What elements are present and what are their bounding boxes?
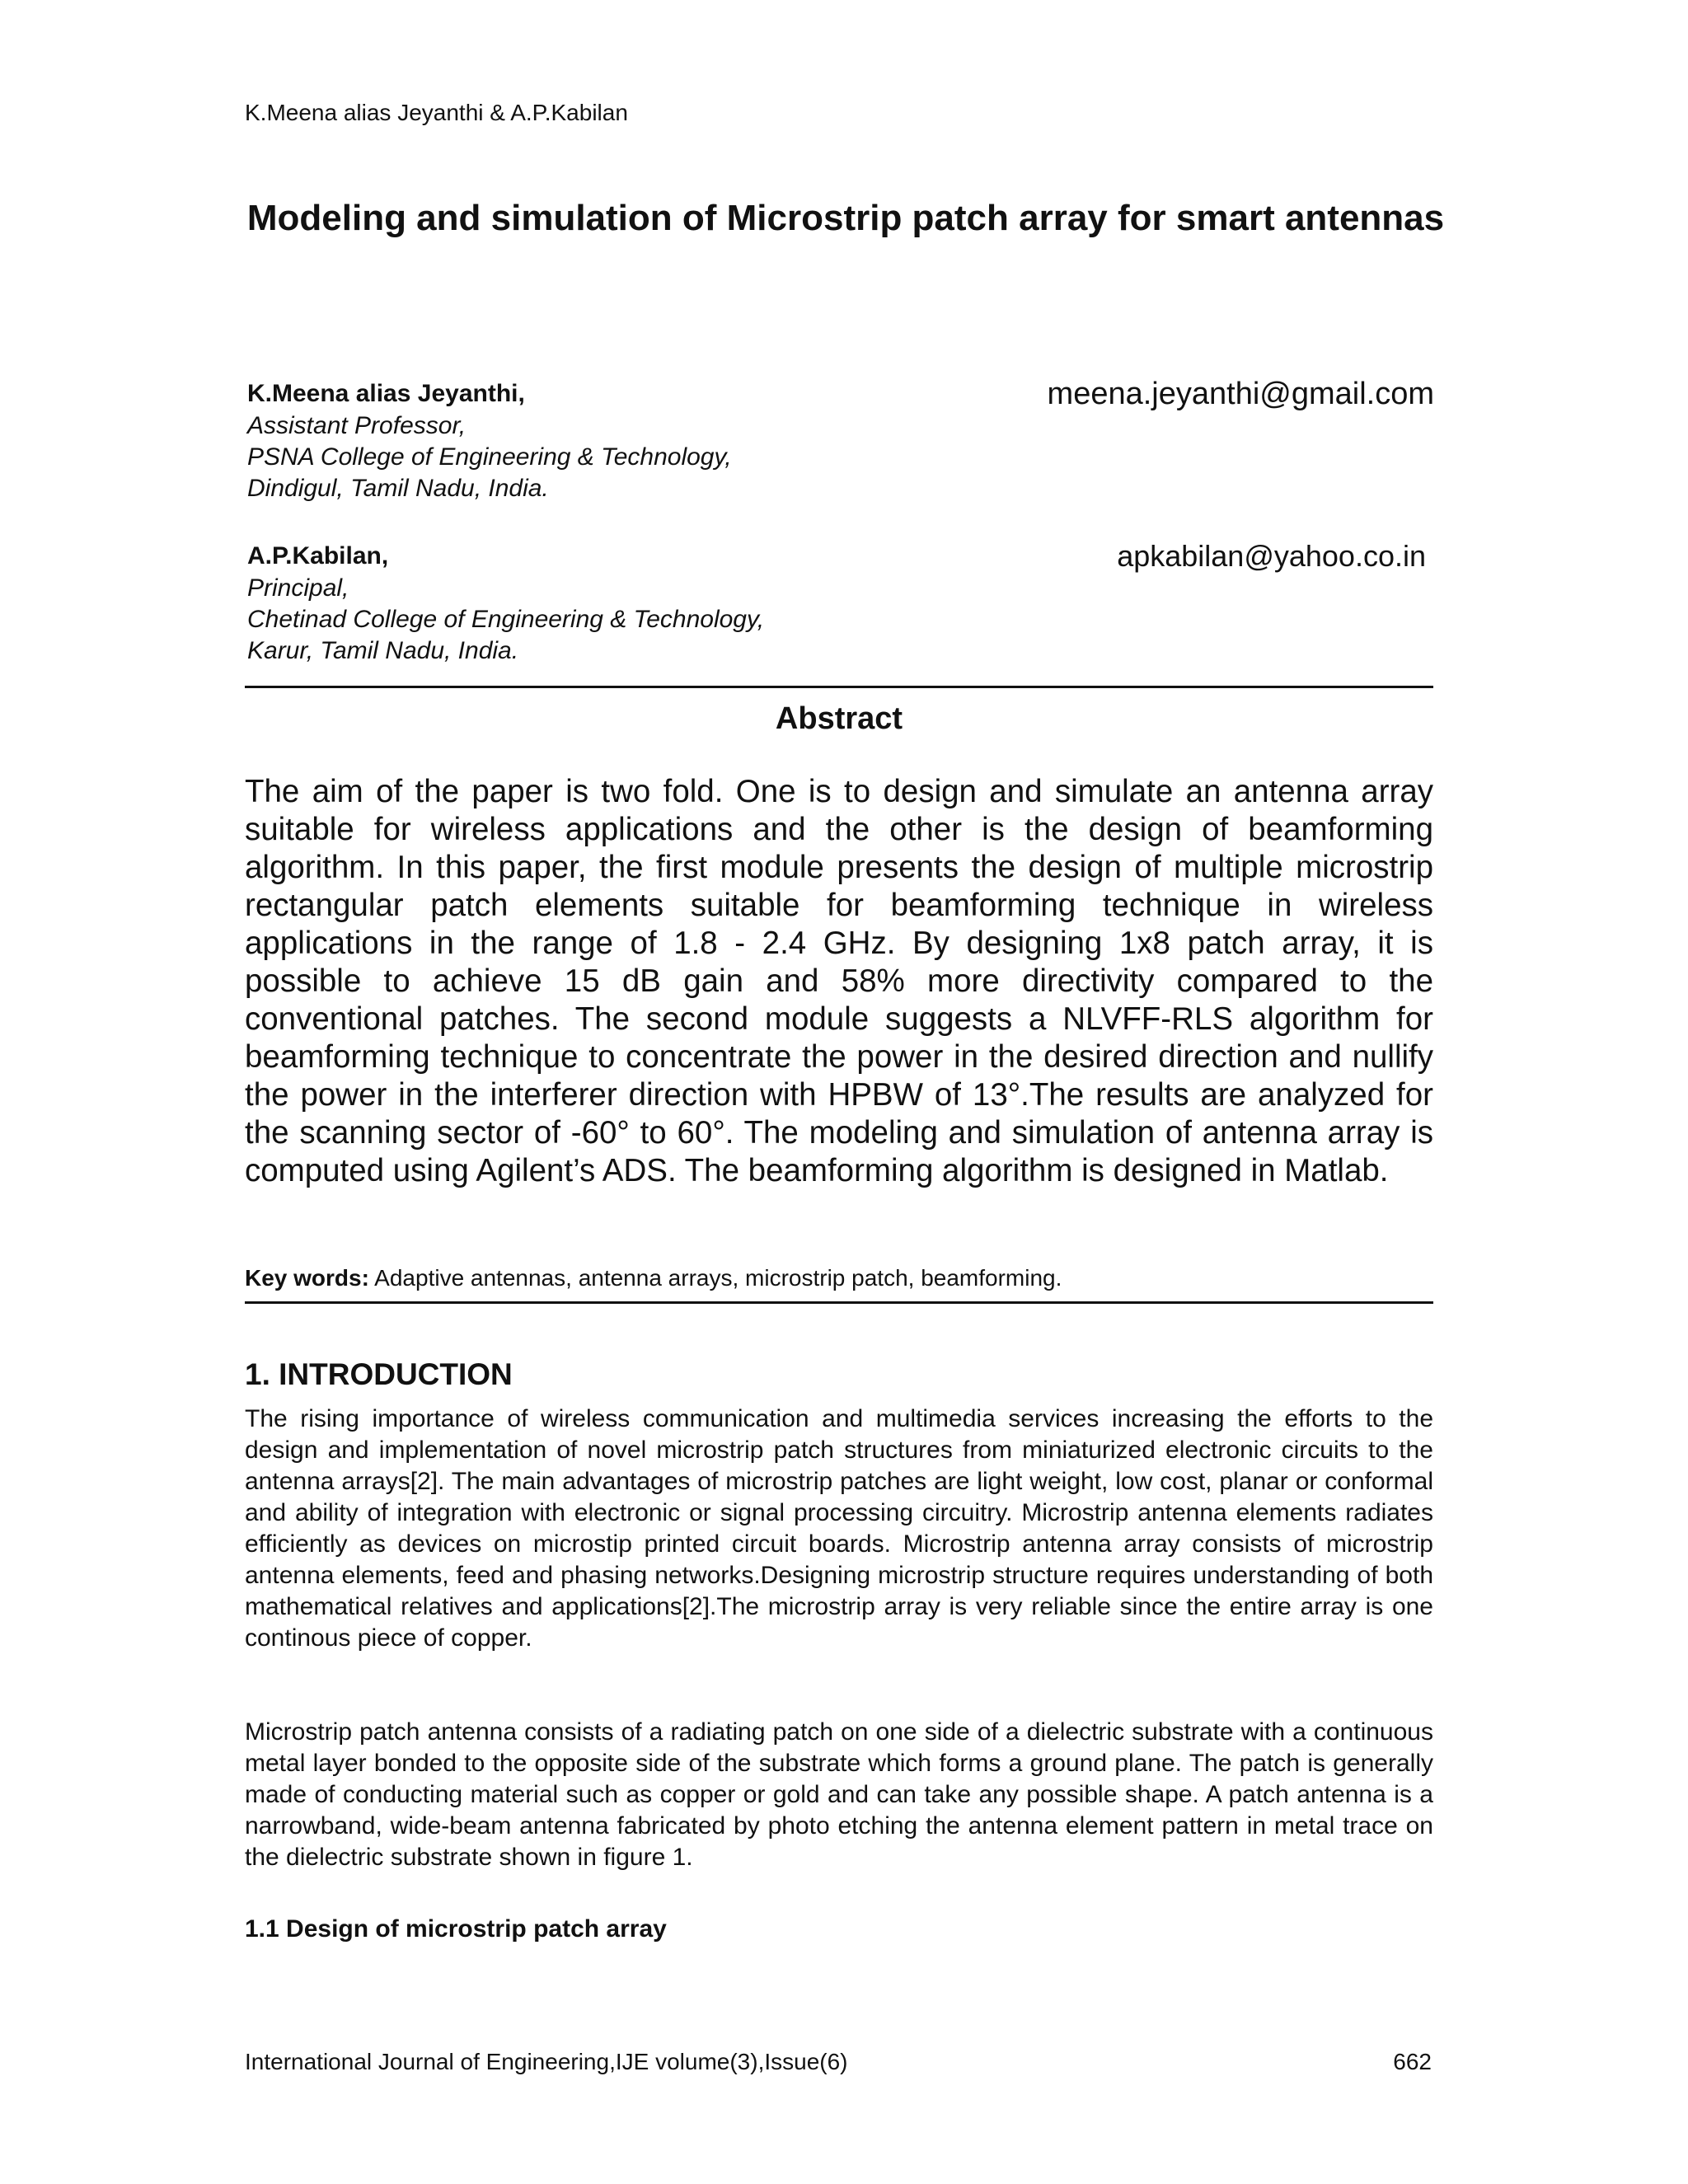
author-location: Dindigul, Tamil Nadu, India.: [247, 475, 549, 502]
subsection-heading: 1.1 Design of microstrip patch array: [245, 1915, 667, 1943]
author-email: meena.jeyanthi@gmail.com: [1047, 377, 1434, 411]
abstract-heading: Abstract: [775, 701, 903, 736]
author-block-2: [247, 540, 1434, 667]
author-institution: PSNA College of Engineering & Technology,: [247, 443, 732, 471]
keywords-label: Key words:: [245, 1265, 369, 1291]
keywords-text: Adaptive antennas, antenna arrays, microstrip patch, beamforming.: [368, 1265, 1062, 1291]
author-name: A.P.Kabilan,: [247, 542, 389, 569]
author-institution: Chetinad College of Engineering & Technology,: [247, 606, 765, 633]
paper-title: Modeling and simulation of Microstrip patch array for smart antennas: [246, 198, 1445, 238]
abstract-top-rule: [245, 686, 1433, 688]
author-position: Principal,: [247, 574, 349, 602]
keywords-bottom-rule: [245, 1301, 1433, 1304]
author-location: Karur, Tamil Nadu, India.: [247, 637, 519, 664]
author-name: K.Meena alias Jeyanthi,: [247, 380, 525, 407]
abstract-text: The aim of the paper is two fold. One is to design and simulate an antenna array suitable for wireless applications and the other is the design of beamforming algorithm. In this paper, the first module presents the design of multiple microstrip rectangular patch elements suitable for beamforming technique in wireless applications in the range of 1.8 - 2.4 GHz. By designing 1x8 patch array, it is possible to achieve 15 dB gain and 58% more directivity compared to the conventional patches. The second module suggests a NLVFF-RLS algorithm for beamforming technique to concentrate the power in the desired direction and nullify the power in the interferer direction with HPBW of 13°.The results are analyzed for the scanning sector of -60° to 60°. The modeling and simulation of antenna array is computed using Agilent’s ADS. The beamforming algorithm is designed in Matlab.: [245, 774, 1433, 1188]
author-block-1: [247, 377, 1434, 504]
section-heading-introduction: 1. INTRODUCTION: [245, 1357, 513, 1391]
footer-journal: International Journal of Engineering,IJE volume(3),Issue(6): [245, 2049, 848, 2074]
running-header: K.Meena alias Jeyanthi & A.P.Kabilan: [245, 100, 628, 125]
author-email: apkabilan@yahoo.co.in: [1117, 539, 1426, 573]
introduction-paragraph-2: Microstrip patch antenna consists of a radiating patch on one side of a dielectric substrate with a continuous metal layer bonded to the opposite side of the substrate which forms a ground plane. The patch is generally made of conducting material such as copper or gold and can take any possible shape. A patch antenna is a narrowband, wide-beam antenna fabricated by photo etching the antenna element pattern in metal trace on the dielectric substrate shown in figure 1.: [245, 1718, 1433, 1871]
keywords: [245, 1264, 1433, 1292]
author-position: Assistant Professor,: [247, 412, 467, 439]
page-number: 662: [1393, 2049, 1432, 2074]
introduction-paragraph-1: The rising importance of wireless communication and multimedia services increasing the efforts to the design and implementation of novel microstrip patch structures from miniaturized electronic circuits to the antenna arrays[2]. The main advantages of microstrip patches are light weight, low cost, planar or conformal and ability of integration with electronic or signal processing circuitry. Microstrip antenna elements radiates efficiently as devices on microstip printed circuit boards. Microstrip antenna array consists of microstrip antenna elements, feed and phasing networks.Designing microstrip structure requires understanding of both mathematical relatives and applications[2].The microstrip array is very reliable since the entire array is one continous piece of copper.: [245, 1405, 1433, 1652]
